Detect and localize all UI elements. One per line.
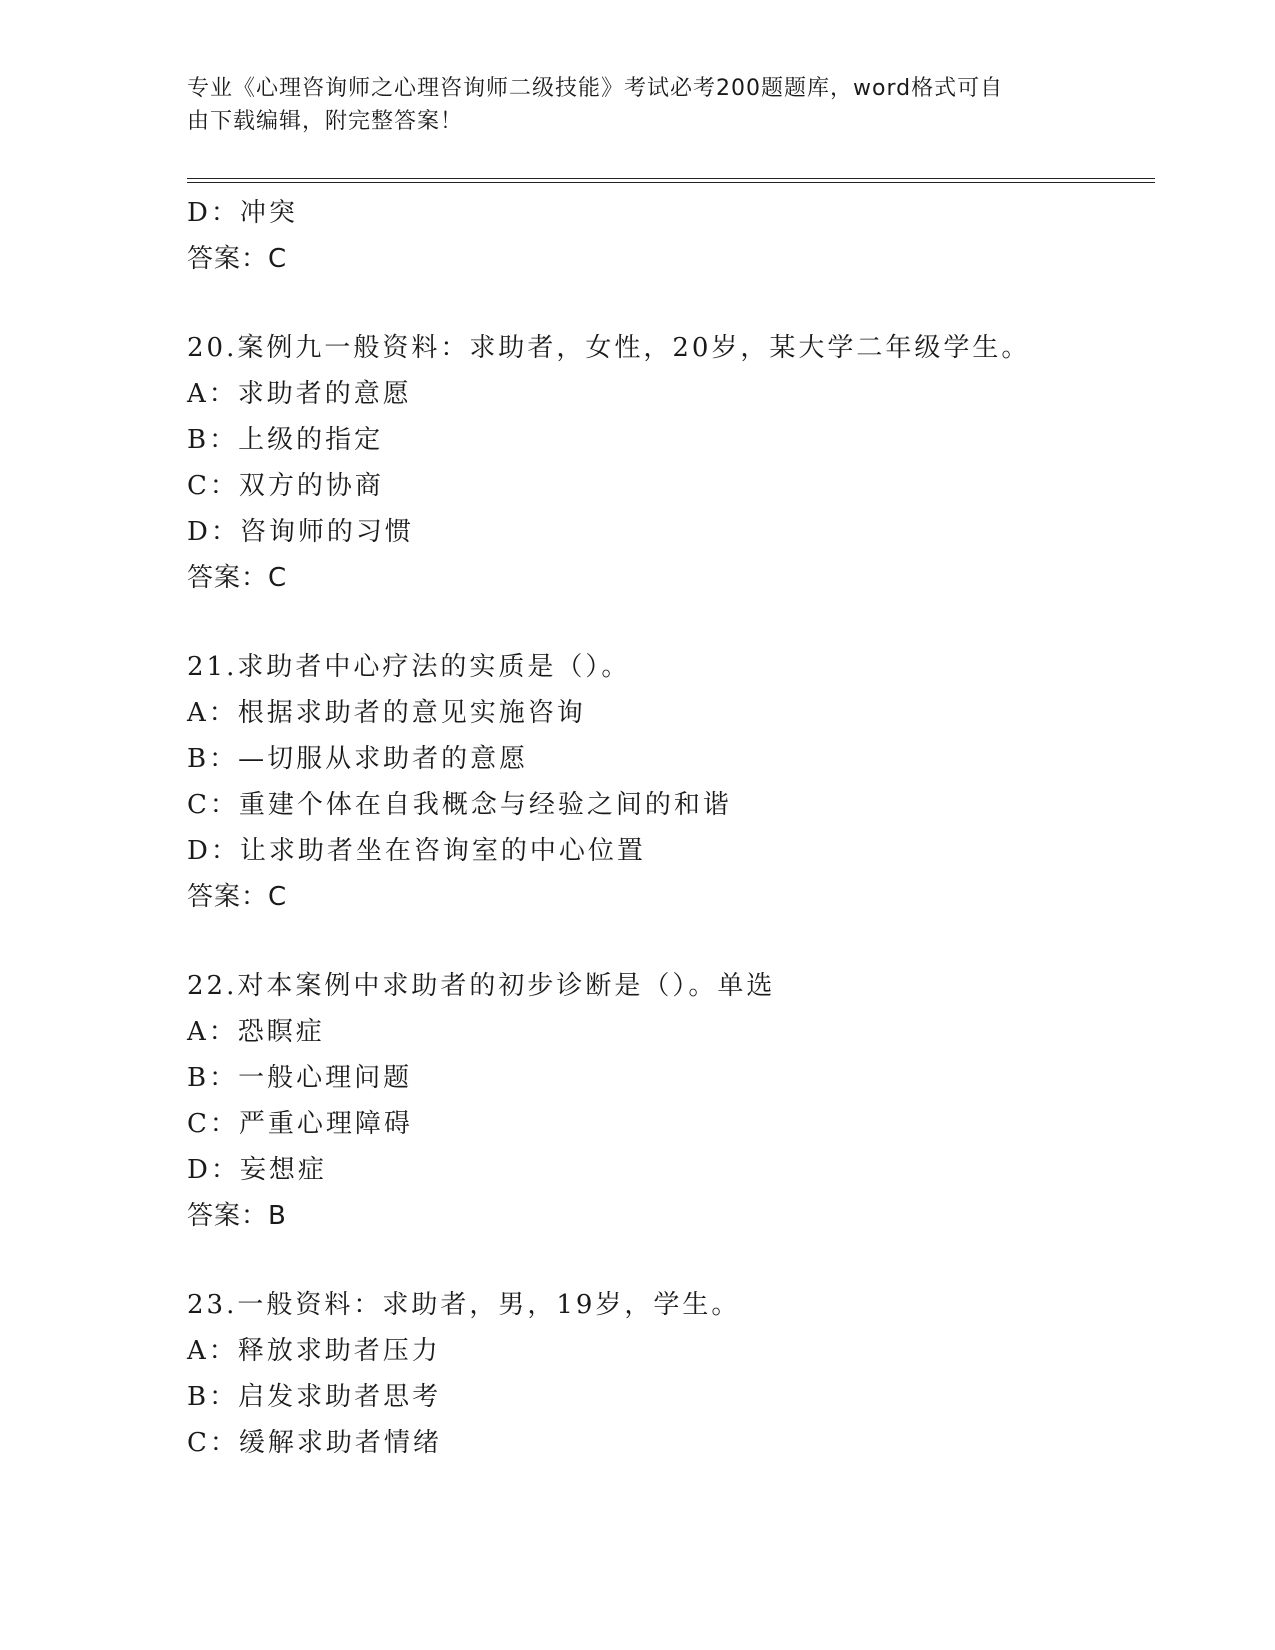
block-spacer xyxy=(187,920,1155,963)
question-text: 23.一般资料：求助者，男，19岁，学生。 xyxy=(187,1290,741,1320)
block-spacer xyxy=(187,1239,1155,1282)
header-line-1: 专业《心理咨询师之心理咨询师二级技能》考试必考200题题库，word格式可自 xyxy=(187,76,1004,101)
document-header xyxy=(187,72,1067,138)
block-spacer xyxy=(187,282,1155,325)
option-line: A：释放求助者压力 xyxy=(187,1336,441,1366)
option-line: A：根据求助者的意见实施咨询 xyxy=(187,698,586,728)
option-line: C：重建个体在自我概念与经验之间的和谐 xyxy=(187,790,732,820)
question-text: 21.求助者中心疗法的实质是（）。 xyxy=(187,652,631,682)
block-spacer xyxy=(187,601,1155,644)
option-line: B：上级的指定 xyxy=(187,425,384,455)
answer-line: 答案：C xyxy=(187,882,288,912)
question-text: 20.案例九一般资料：求助者，女性，20岁，某大学二年级学生。 xyxy=(187,333,1031,363)
option-line: A：恐瞑症 xyxy=(187,1017,325,1047)
option-line: B：—切服从求助者的意愿 xyxy=(187,744,529,774)
question-list xyxy=(187,190,1155,1466)
option-line: C：双方的协商 xyxy=(187,471,384,501)
option-line: D：咨询师的习惯 xyxy=(187,517,414,547)
question-block xyxy=(187,963,1155,1239)
question-block xyxy=(187,325,1155,601)
question-text: 22.对本案例中求助者的初步诊断是（）。单选 xyxy=(187,971,776,1001)
option-line: C：严重心理障碍 xyxy=(187,1109,413,1139)
option-line: B：启发求助者思考 xyxy=(187,1382,442,1412)
option-line: B：一般心理问题 xyxy=(187,1063,413,1093)
option-line: D：让求助者坐在咨询室的中心位置 xyxy=(187,836,646,866)
option-line: C：缓解求助者情绪 xyxy=(187,1428,442,1458)
header-divider-top xyxy=(187,178,1155,179)
header-divider-bottom xyxy=(187,182,1155,183)
option-line: D：冲突 xyxy=(187,198,298,228)
question-block xyxy=(187,1282,1155,1466)
option-line: A：求助者的意愿 xyxy=(187,379,412,409)
answer-line: 答案：C xyxy=(187,244,288,274)
question-block xyxy=(187,190,1155,282)
header-line-2: 由下载编辑，附完整答案！ xyxy=(187,109,464,134)
option-line: D：妄想症 xyxy=(187,1155,327,1185)
answer-line: 答案：B xyxy=(187,1201,287,1231)
question-block xyxy=(187,644,1155,920)
answer-line: 答案：C xyxy=(187,563,288,593)
